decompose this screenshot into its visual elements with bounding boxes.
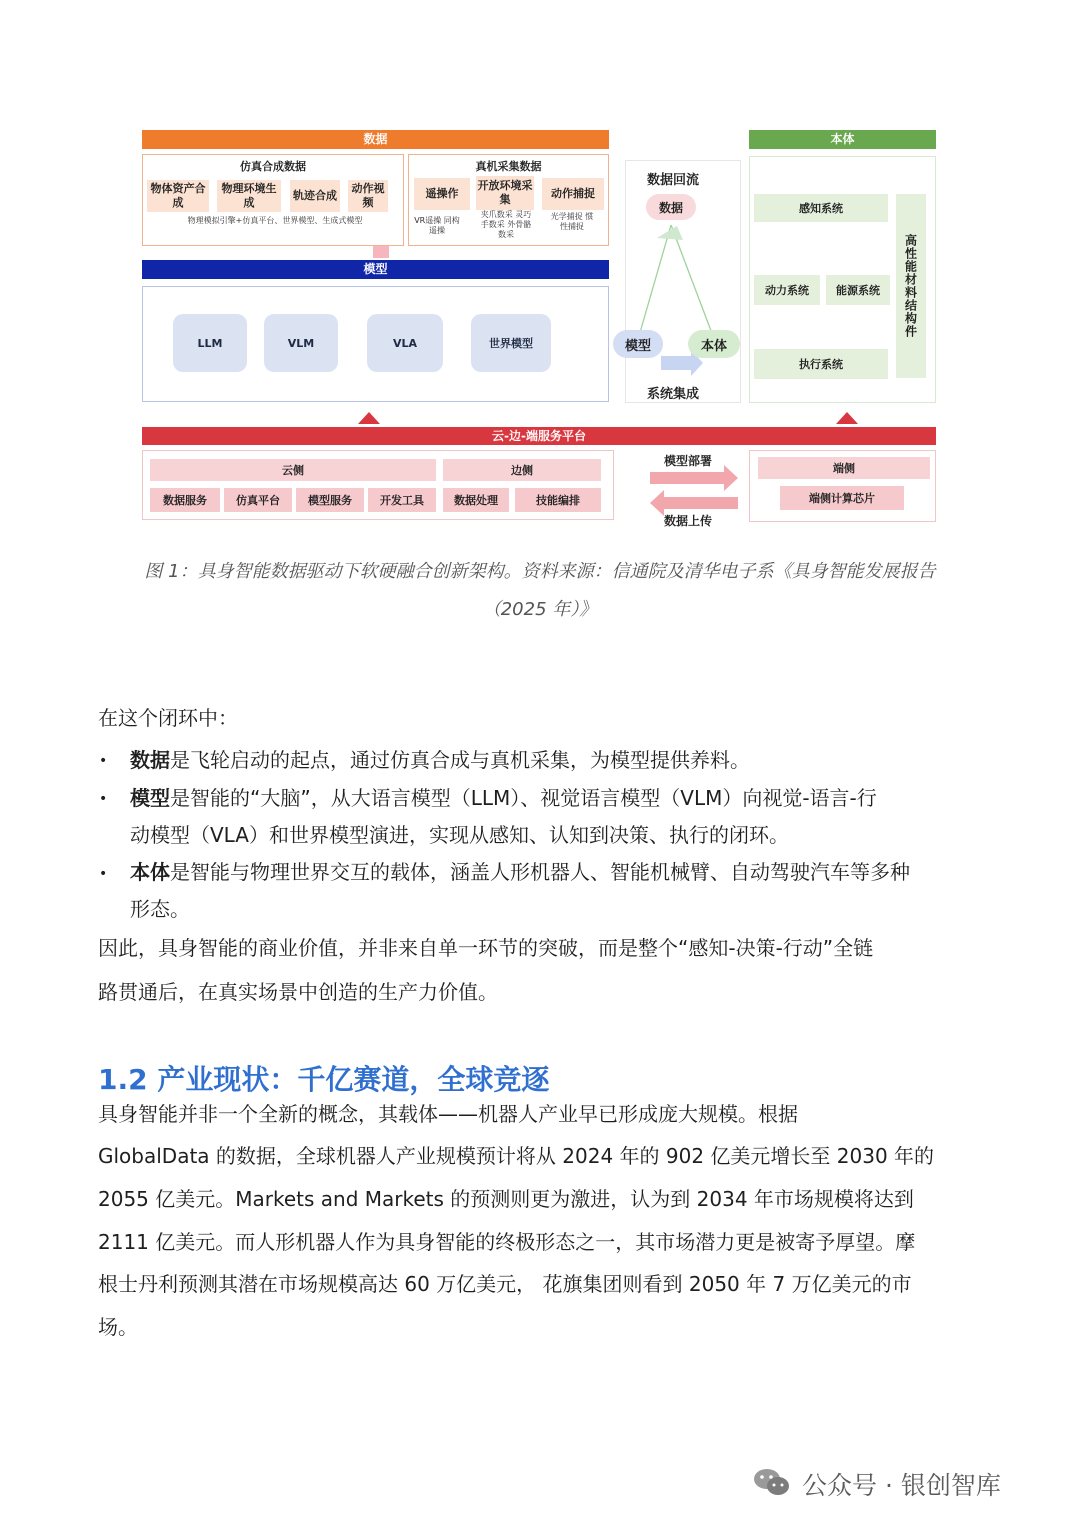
cloud-item: 数据服务 [150,488,220,512]
down-arrow-icon [373,246,389,258]
bullet-keyword: 本体 [130,860,170,884]
bullet-icon: • [99,866,108,882]
right-arrow-icon [650,472,724,484]
body-system: 感知系统 [754,194,888,222]
deploy-label: 模型部署 [663,454,712,468]
left-arrow-icon [664,497,738,509]
loop-data-node: 数据 [646,194,696,220]
sim-note: 物理模拟引擎+仿真平台、世界模型、生成式模型 [187,216,363,225]
conclusion-line: 因此，具身智能的商业价值，并非来自单一环节的突破，而是整个“感知-决策-行动”全链 [98,936,874,960]
up-arrow-icon [358,412,380,424]
real-note: 光学捕捉 惯性捕捉 [550,212,594,231]
real-item: 遥操作 [414,178,470,210]
real-item: 动作捕捉 [542,178,604,210]
conclusion-line: 路贯通后，在真实场景中创造的生产力价值。 [98,980,498,1004]
up-arrow-icon [836,412,858,424]
watermark-text: 公众号 · 银创智库 [802,1471,1001,1500]
intro-text: 在这个闭环中： [98,706,238,730]
real-data-title: 真机采集数据 [475,160,542,173]
section-heading: 1.2 产业现状：千亿赛道，全球竞逐 [98,1063,550,1096]
body-system: 动力系统 [754,275,820,305]
bullet-text-cont: 动模型（VLA）和世界模型演进，实现从感知、认知到决策、执行的闭环。 [130,823,789,847]
edge-item: 技能编排 [515,488,601,512]
section-line: GlobalData 的数据，全球机器人产业规模预计将从 2024 年的 902 亿美元增长至 2030 年的 [98,1144,935,1168]
right-arrow-head-icon [724,465,738,491]
left-arrow-head-icon [650,490,664,516]
bullet-item [130,854,1010,928]
edge-title: 边侧 [443,459,601,481]
bullet-item [130,742,1000,779]
data-band: 数据 [142,130,609,149]
upload-label: 数据上传 [663,514,712,528]
figure-caption-line2: （2025 年）》 [482,599,598,620]
bullet-text-cont: 形态。 [130,897,190,921]
section-line: 2055 亿美元。Markets and Markets 的预测则更为激进，认为到 2034 年市场规模将达到 [98,1187,914,1211]
loop-model-node: 模型 [613,330,663,358]
body-system: 执行系统 [754,349,888,379]
cloud-item: 模型服务 [296,488,364,512]
body-system: 能源系统 [826,275,890,305]
bullet-icon: • [99,753,108,769]
wechat-icon [752,1466,792,1498]
model-pill: VLA [367,314,443,372]
cloud-title: 云侧 [150,459,436,481]
model-pill: VLM [264,314,338,372]
loop-bottom-label: 系统集成 [646,387,699,402]
bullet-text: 是飞轮启动的起点，通过仿真合成与真机采集，为模型提供养料。 [170,748,750,772]
bullet-item [130,780,1010,854]
section-line: 2111 亿美元。而人形机器人作为具身智能的终极形态之一，其市场潜力更是被寄予厚望。摩 [98,1230,916,1254]
section-line: 具身智能并非一个全新的概念，其载体——机器人产业早已形成庞大规模。根据 [98,1102,798,1126]
section-line: 场。 [98,1315,138,1339]
device-item: 端侧计算芯片 [780,486,904,510]
real-item: 开放环境采集 [476,176,534,210]
bullet-keyword: 数据 [130,748,170,772]
loop-body-node: 本体 [688,330,740,358]
real-note: VR遥操 同构遥操 [414,216,460,235]
cloud-item: 开发工具 [368,488,436,512]
bullet-text: 是智能与物理世界交互的载体，涵盖人形机器人、智能机械臂、自动驾驶汽车等多种 [170,860,910,884]
sim-item: 物体资产合成 [147,180,209,212]
cloud-item: 仿真平台 [224,488,292,512]
platform-band: 云-边-端服务平台 [142,427,936,445]
body-band: 本体 [749,130,936,149]
sim-item: 物理环境生成 [217,180,281,212]
real-note: 夹爪数采 灵巧手数采 外骨骼数采 [480,210,532,239]
bullet-icon: • [99,791,108,807]
edge-item: 数据处理 [443,488,509,512]
body-side-label: 高性能材料结构件 [896,194,926,378]
sim-data-title: 仿真合成数据 [240,160,306,173]
section-line: 根士丹利预测其潜在市场规模高达 60 万亿美元， 花旗集团则看到 2050 年 7 万亿美元的市 [98,1272,912,1296]
model-pill: LLM [173,314,247,372]
bullet-text: 是智能的“大脑”，从大语言模型（LLM）、视觉语言模型（VLM）向视觉-语言-行 [170,786,877,810]
device-title: 端侧 [758,457,930,479]
bullet-keyword: 模型 [130,786,170,810]
sim-item: 动作视频 [348,180,388,212]
figure-caption-line1: 图 1：具身智能数据驱动下软硬融合创新架构。资料来源：信通院及清华电子系《具身智能发展报告 [144,561,936,582]
loop-top-label: 数据回流 [646,173,699,188]
model-band: 模型 [142,260,609,279]
sim-item: 轨迹合成 [290,180,340,212]
model-pill: 世界模型 [471,314,551,372]
